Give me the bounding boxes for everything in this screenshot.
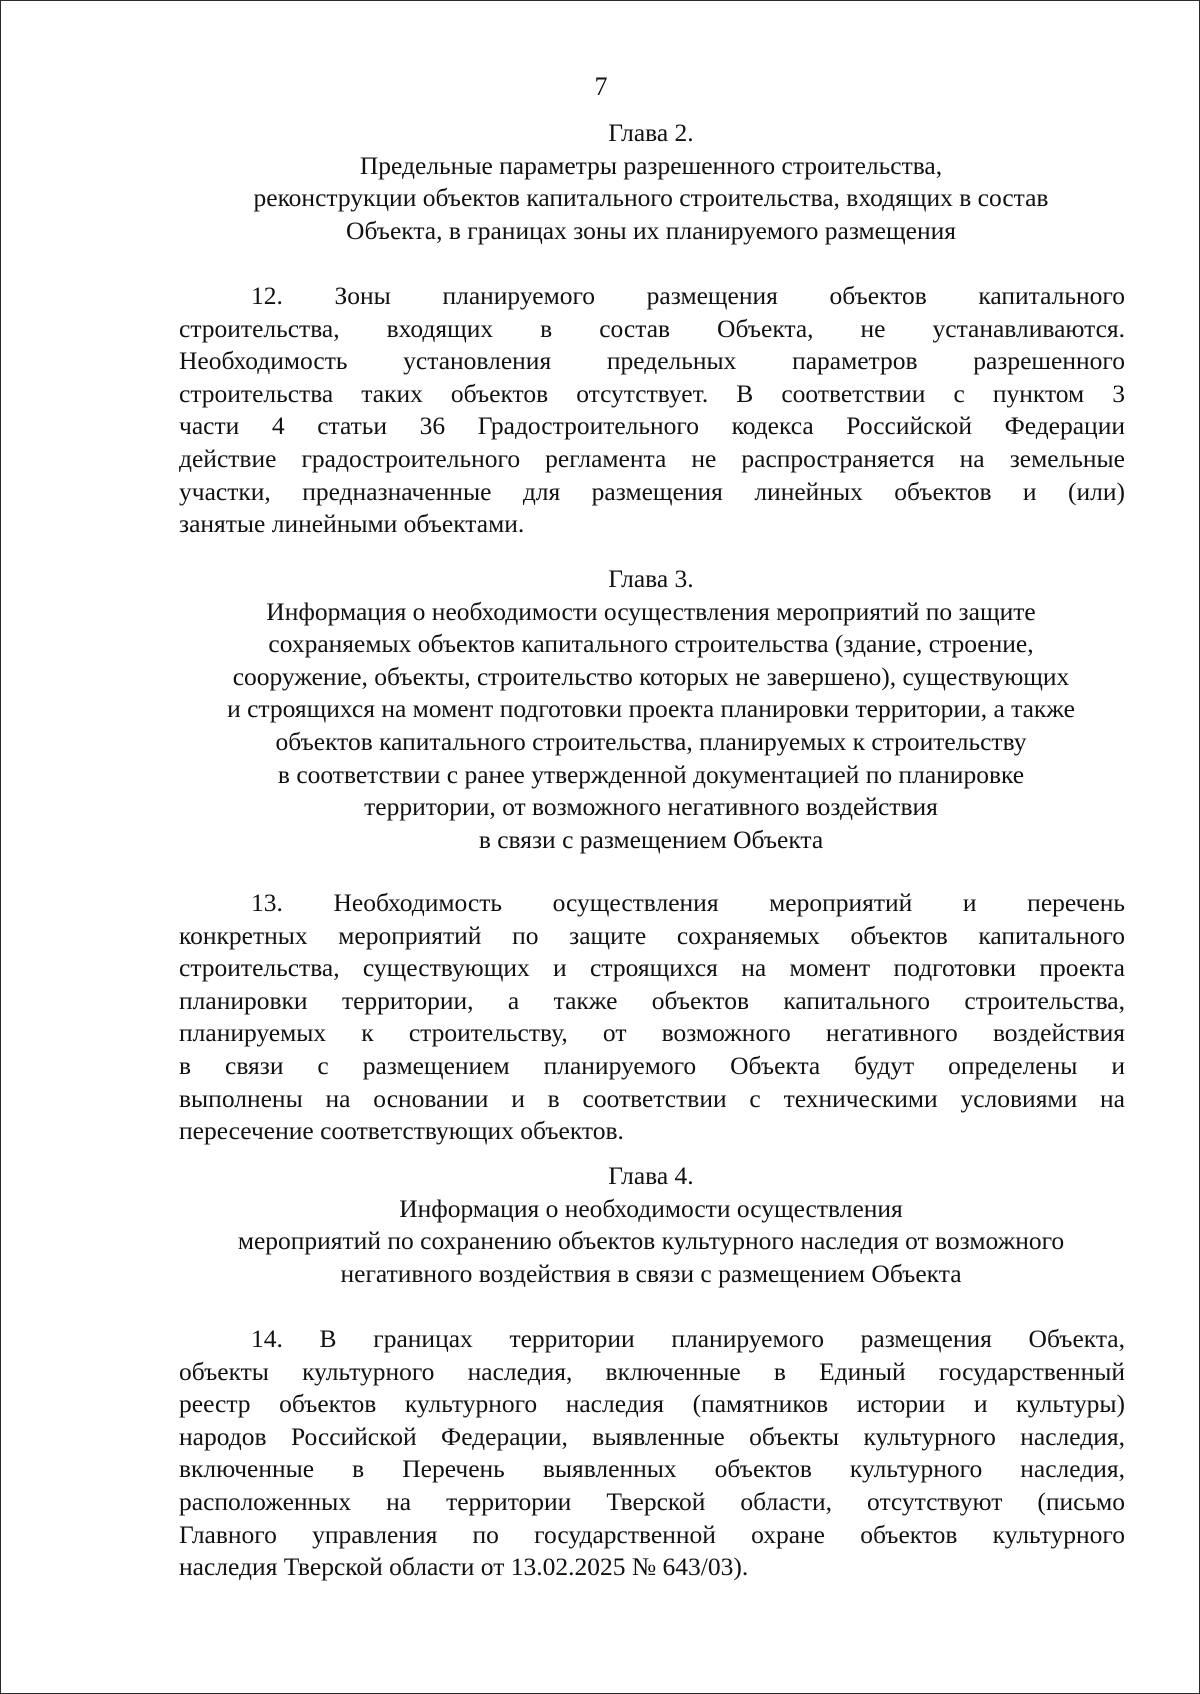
chapter-4-title-line: мероприятий по сохранению объектов культурного наследия от возможного (237, 1226, 1065, 1256)
chapter-3-heading: Глава 3. (608, 564, 694, 593)
paragraph-line: расположенных на территории Тверской области, отсутствуют (письмо (179, 1486, 1125, 1516)
paragraph-line: конкретных мероприятий по защите сохраняемых объектов капитального (179, 920, 1125, 950)
chapter-2-title-line: Объекта, в границах зоны их планируемого размещения (346, 215, 956, 245)
chapter-2-heading: Глава 2. (608, 118, 694, 147)
paragraph-line: реестр объектов культурного наследия (памятников истории и культуры) (179, 1389, 1125, 1419)
paragraph-line: объекты культурного наследия, включенные в Единый государственный (179, 1356, 1125, 1386)
paragraph-line: 14. В границах территории планируемого размещения Объекта, (251, 1324, 1125, 1353)
chapter-4-header (171, 1160, 1131, 1290)
chapter-4-heading: Глава 4. (608, 1161, 694, 1190)
paragraph-line: 12. Зоны планируемого размещения объектов капитального (251, 281, 1125, 310)
page-number: 7 (594, 72, 608, 101)
paragraph-line: действие градостроительного регламента не распространяется на земельные (179, 443, 1125, 473)
paragraph-line: части 4 статьи 36 Градостроительного кодекса Российской Федерации (179, 411, 1125, 441)
paragraph-line: пересечение соответствующих объектов. (179, 1116, 624, 1146)
paragraph-line: строительства, входящих в состав Объекта, не устанавливаются. (179, 313, 1125, 343)
chapter-4-title-line: негативного воздействия в связи с размещением Объекта (340, 1258, 962, 1288)
paragraph-13 (179, 887, 1125, 1148)
paragraph-line: 13. Необходимость осуществления мероприятий и перечень (251, 888, 1125, 917)
chapter-4-title-line: Информация о необходимости осуществления (399, 1193, 903, 1223)
paragraph-line: занятые линейными объектами. (179, 509, 525, 539)
chapter-3-title-line: в соответствии с ранее утвержденной документацией по планировке (277, 759, 1025, 789)
chapter-3-title-line: сохраняемых объектов капитального строительства (здание, строение, (268, 629, 1034, 659)
chapter-2-header (171, 117, 1131, 247)
chapter-3-title-line: территории, от возможного негативного воздействия (364, 792, 938, 822)
paragraph-line: наследия Тверской области от 13.02.2025 № 643/03). (179, 1552, 749, 1582)
paragraph-line: строительства таких объектов отсутствует. В соответствии с пунктом 3 (179, 378, 1125, 408)
chapter-3-header (171, 563, 1131, 856)
chapter-3-title-line: объектов капитального строительства, планируемых к строительству (275, 726, 1027, 756)
paragraph-line: народов Российской Федерации, выявленные объекты культурного наследия, (179, 1421, 1125, 1451)
paragraph-line: включенные в Перечень выявленных объектов культурного наследия, (179, 1454, 1125, 1484)
paragraph-line: участки, предназначенные для размещения линейных объектов и (или) (179, 476, 1125, 506)
paragraph-line: планировки территории, а также объектов капитального строительства, (179, 985, 1125, 1015)
chapter-3-title-line: сооружение, объекты, строительство которых не завершено), существующих (232, 661, 1070, 691)
paragraph-line: выполнены на основании и в соответствии с техническими условиями на (179, 1083, 1125, 1113)
chapter-2-title-line: реконструкции объектов капитального строительства, входящих в состав (253, 183, 1049, 213)
paragraph-line: строительства, существующих и строящихся на момент подготовки проекта (179, 953, 1125, 983)
paragraph-12 (179, 280, 1125, 541)
paragraph-line: в связи с размещением планируемого Объекта будут определены и (179, 1050, 1125, 1080)
chapter-3-title-line: в связи с размещением Объекта (478, 824, 824, 854)
chapter-3-title-line: и строящихся на момент подготовки проекта планировки территории, а также (227, 694, 1075, 724)
paragraph-line: Главного управления по государственной охране объектов культурного (179, 1519, 1125, 1549)
paragraph-line: Необходимость установления предельных параметров разрешенного (179, 346, 1125, 376)
chapter-2-title-line: Предельные параметры разрешенного строительства, (359, 150, 943, 180)
paragraph-line: планируемых к строительству, от возможного негативного воздействия (179, 1018, 1125, 1048)
paragraph-14 (179, 1323, 1125, 1584)
chapter-3-title-line: Информация о необходимости осуществления мероприятий по защите (266, 596, 1036, 626)
